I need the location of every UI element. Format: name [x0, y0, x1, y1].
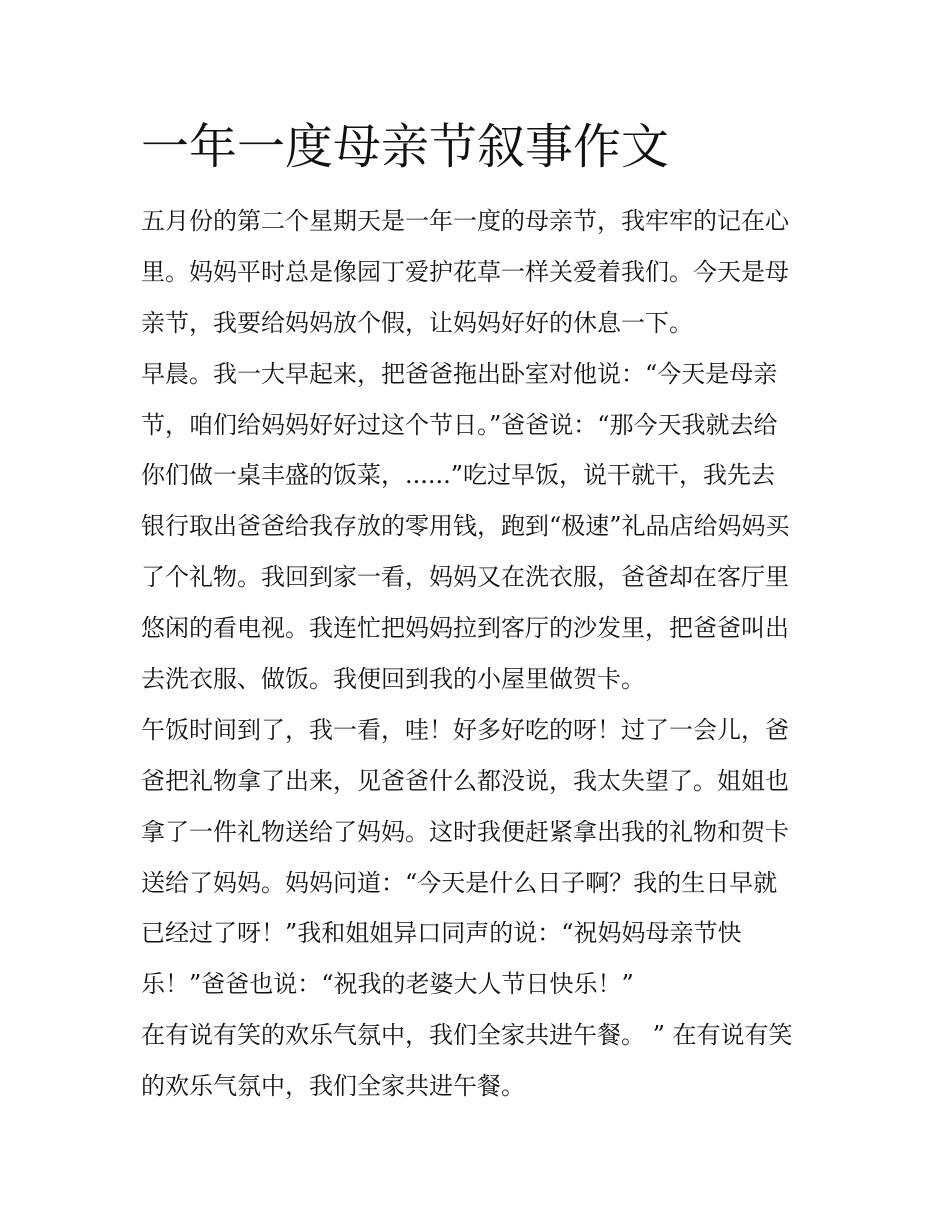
text-line: 乐！”爸爸也说：“祝我的老婆大人节日快乐！” — [141, 970, 634, 999]
text-line: 里。妈妈平时总是像园丁爱护花草一样关爱着我们。今天是母 — [141, 257, 789, 286]
document-body — [141, 196, 821, 1112]
text-line: 五月份的第二个星期天是一年一度的母亲节，我牢牢的记在心 — [141, 207, 789, 235]
text-line: 早晨。我一大早起来，把爸爸拖出卧室对他说：“今天是母亲 — [141, 359, 778, 388]
text-line: 午饭时间到了，我一看，哇！好多好吃的呀！过了一会儿，爸 — [141, 715, 789, 744]
text-line: 拿了一件礼物送给了妈妈。这时我便赶紧拿出我的礼物和贺卡 — [141, 817, 789, 846]
text-line: 你们做一桌丰盛的饭菜，......”吃过早饭，说干就干，我先去 — [141, 461, 776, 490]
text-line: 亲节，我要给妈妈放个假，让妈妈好好的休息一下。 — [141, 308, 693, 337]
text-line: 在有说有笑的欢乐气氛中，我们全家共进午餐。 ” 在有说有笑 — [141, 1021, 793, 1050]
text-line: 已经过了呀！”我和姐姐异口同声的说：“祝妈妈母亲节快 — [141, 919, 742, 948]
text-line: 去洗衣服、做饭。我便回到我的小屋里做贺卡。 — [141, 665, 645, 694]
text-line: 悠闲的看电视。我连忙把妈妈拉到客厅的沙发里，把爸爸叫出 — [141, 614, 789, 643]
document-title: 一年一度母亲节叙事作文 — [141, 119, 670, 175]
text-line: 银行取出爸爸给我存放的零用钱，跑到“极速”礼品店给妈妈买 — [141, 512, 790, 541]
text-line: 爸把礼物拿了出来，见爸爸什么都没说，我太失望了。姐姐也 — [141, 766, 789, 795]
text-line: 送给了妈妈。妈妈问道：“今天是什么日子啊？我的生日早就 — [141, 868, 778, 897]
text-line: 了个礼物。我回到家一看，妈妈又在洗衣服，爸爸却在客厅里 — [141, 563, 789, 592]
text-line: 的欢乐气氛中，我们全家共进午餐。 — [141, 1072, 525, 1101]
text-line: 节，咱们给妈妈好好过这个节日。”爸爸说：“那今天我就去给 — [141, 410, 778, 439]
